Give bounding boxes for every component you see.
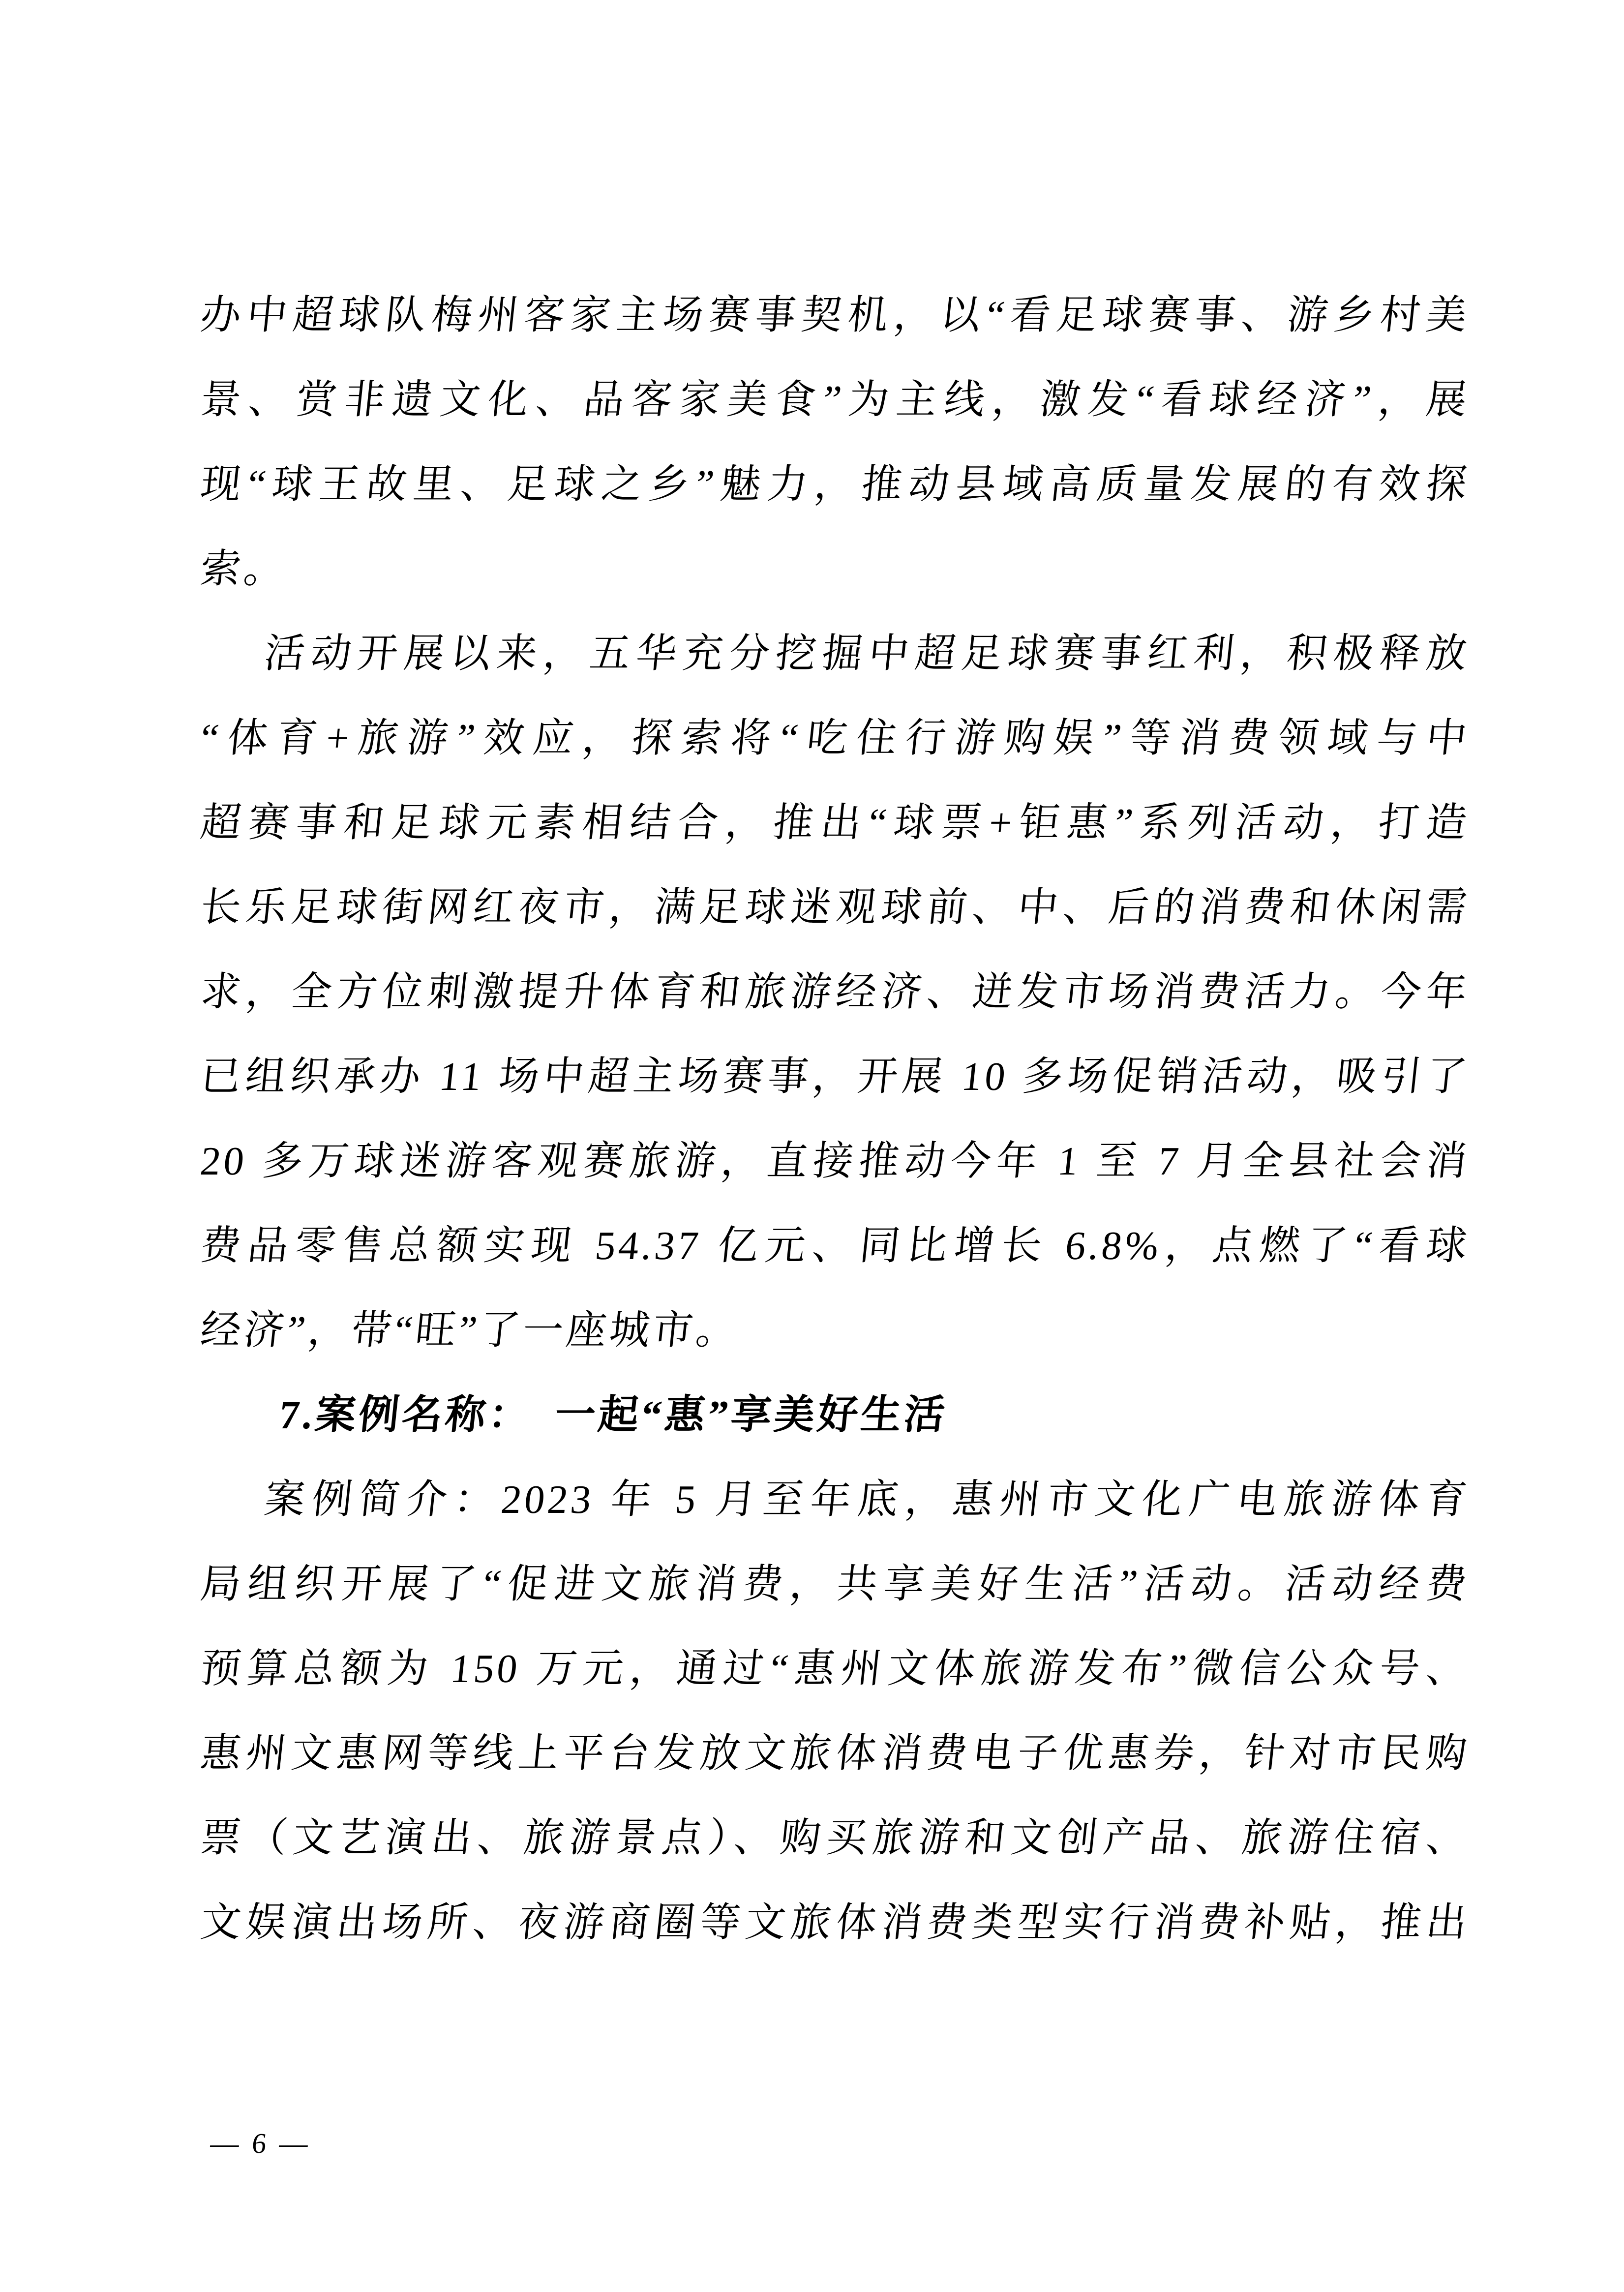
text-line: 预算总额为 150 万元，通过“惠州文体旅游发布”微信公众号、 bbox=[198, 1646, 1472, 1691]
text-line: 20 多万球迷游客观赛旅游，直接推动今年 1 至 7 月全县社会消 bbox=[198, 1139, 1472, 1183]
text-line: 费品零售总额实现 54.37 亿元、同比增长 6.8%，点燃了“看球 bbox=[198, 1223, 1472, 1268]
text-line: 景、赏非遗文化、品客家美食”为主线，激发“看球经济”，展 bbox=[198, 377, 1472, 422]
text-line: 票（文艺演出、旅游景点）、购买旅游和文创产品、旅游住宿、 bbox=[198, 1815, 1472, 1860]
text-line: 案例简介：2023 年 5 月至年底，惠州市文化广电旅游体育 bbox=[262, 1477, 1472, 1522]
text-line: 已组织承办 11 场中超主场赛事，开展 10 多场促销活动，吸引了 bbox=[198, 1054, 1472, 1099]
text-line: 长乐足球街网红夜市，满足球迷观球前、中、后的消费和休闲需 bbox=[198, 885, 1472, 930]
text-line: 现“球王故里、足球之乡”魅力，推动县域高质量发展的有效探 bbox=[198, 462, 1472, 507]
text-line: 活动开展以来，五华充分挖掘中超足球赛事红利，积极释放 bbox=[262, 631, 1472, 676]
text-line: 办中超球队梅州客家主场赛事契机，以“看足球赛事、游乡村美 bbox=[198, 293, 1472, 337]
text-line: 索。 bbox=[198, 546, 290, 591]
text-line: 惠州文惠网等线上平台发放文旅体消费电子优惠券，针对市民购 bbox=[198, 1731, 1472, 1776]
text-line: “体育+旅游”效应，探索将“吃住行游购娱”等消费领域与中 bbox=[198, 716, 1472, 760]
document-text-block bbox=[198, 273, 1472, 1965]
case-7-heading: 7.案例名称： 一起“惠”享美好生活 bbox=[277, 1392, 950, 1437]
text-line: 求，全方位刺激提升体育和旅游经济、迸发市场消费活力。今年 bbox=[198, 969, 1472, 1014]
text-line: 文娱演出场所、夜游商圈等文旅体消费类型实行消费补贴，推出 bbox=[198, 1900, 1472, 1945]
text-line: 局组织开展了“促进文旅消费，共享美好生活”活动。活动经费 bbox=[198, 1562, 1472, 1606]
text-line: 经济”，带“旺”了一座城市。 bbox=[198, 1308, 742, 1353]
page-number: — 6 — bbox=[209, 2127, 313, 2159]
text-line: 超赛事和足球元素相结合，推出“球票+钜惠”系列活动，打造 bbox=[198, 800, 1472, 845]
